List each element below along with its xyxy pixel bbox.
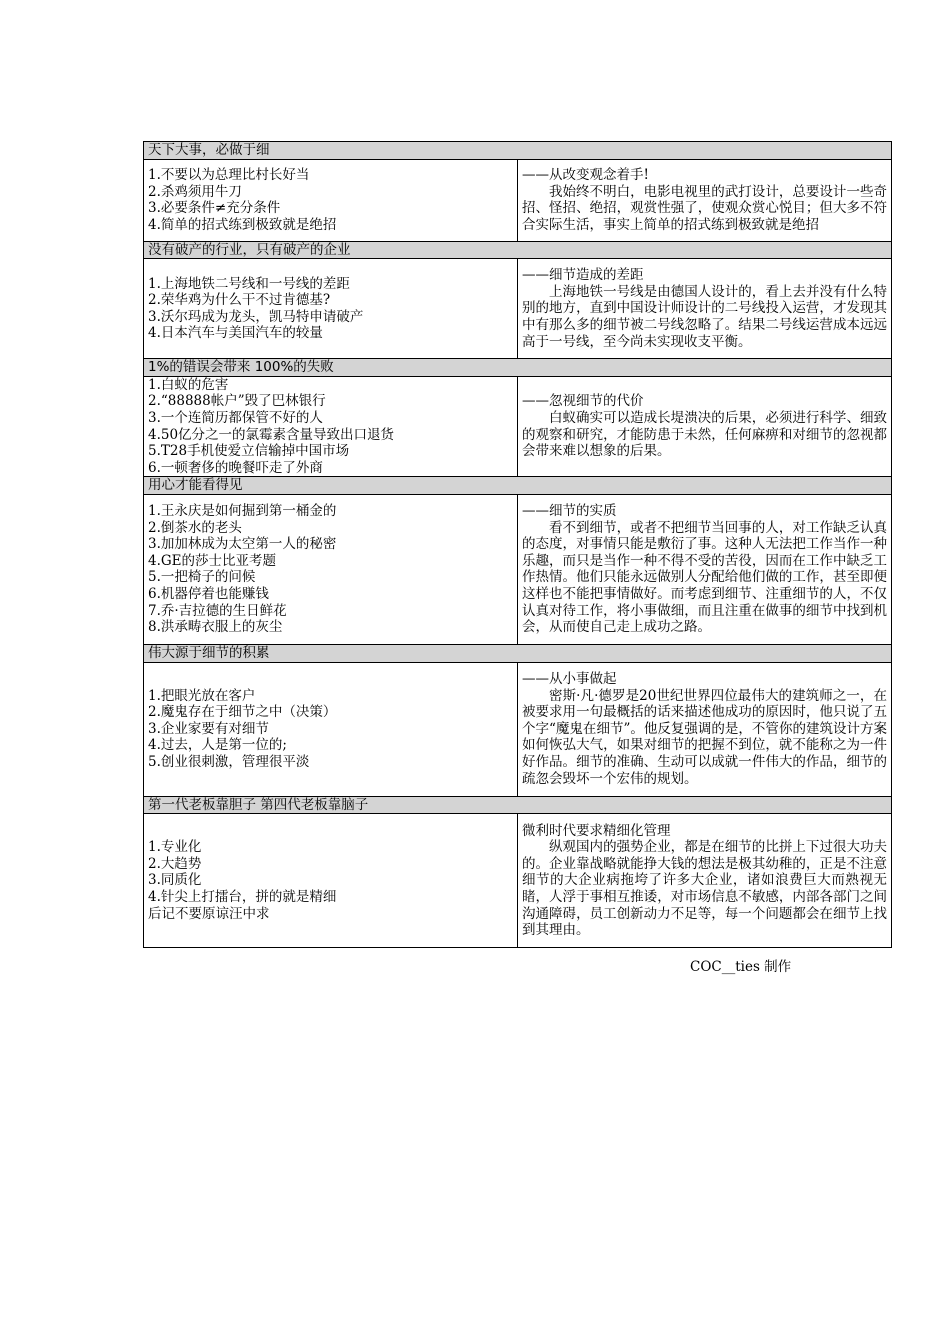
- item-list-cell: [144, 159, 518, 241]
- footer-credit: COC__ties 制作: [690, 959, 792, 975]
- list-item: 3.必要条件≠充分条件: [148, 200, 281, 217]
- description-body: 看不到细节，或者不把细节当回事的人，对工作缺乏认真的态度，对事情只能是敷衍了事。这种人无法把工作当作一种乐趣，而只是当作一种不得不受的苦役，因而在工作中缺乏工作热情。他们只能永远做别人分配给他们做的工作，甚至即便这样也不能把事情做好。而考虑到细节、注重细节的人，不仅认真对待工作，将小事做细，而且注重在做事的细节中找到机会，从而使自己走上成功之路。: [522, 519, 887, 636]
- list-item: 4.过去，人是第一位的;: [148, 737, 287, 754]
- description-subtitle: ——细节的实质: [522, 503, 617, 520]
- list-item: 3.一个连简历都保管不好的人: [148, 409, 323, 426]
- list-item: 6.机器停着也能赚钱: [148, 586, 269, 603]
- item-list-cell: [144, 494, 518, 644]
- section-title: 1%的错误会带来 100%的失败: [144, 359, 892, 377]
- list-item: 1.不要以为总理比村长好当: [148, 166, 310, 183]
- list-item: 1.白蚁的危害: [148, 376, 229, 393]
- list-item: 2.荣华鸡为什么干不过肯德基?: [148, 292, 331, 309]
- section-row: [144, 376, 892, 477]
- item-list-cell: [144, 259, 518, 359]
- list-item: 4.针尖上打擂台，拼的就是精细: [148, 888, 337, 905]
- section-header: [144, 142, 892, 160]
- description-subtitle: ——从改变观念着手!: [522, 166, 649, 183]
- section-row: [144, 814, 892, 948]
- document-table: [143, 141, 892, 948]
- description-body: 上海地铁一号线是由德国人设计的，看上去并没有什么特别的地方，直到中国设计师设计的二号线投入运营，才发现其中有那么多的细节被二号线忽略了。结果二号线运营成本远远高于一号线，至今尚未实现收支平衡。: [522, 283, 887, 350]
- item-list-cell: [144, 814, 518, 948]
- list-item: 2.杀鸡须用牛刀: [148, 183, 242, 200]
- description-subtitle: 微利时代要求精细化管理: [522, 822, 671, 839]
- list-item: 后记不要原谅汪中求: [148, 905, 270, 922]
- section-header: [144, 241, 892, 259]
- list-item: 1.王永庆是如何掘到第一桶金的: [148, 503, 337, 520]
- item-list: [148, 503, 513, 636]
- list-item: 1.把眼光放在客户: [148, 687, 256, 704]
- list-item: 2.“88888帐户”毁了巴林银行: [148, 393, 326, 410]
- list-item: 7.乔·吉拉德的生日鲜花: [148, 602, 287, 619]
- section-header: [144, 359, 892, 377]
- description-body: 纵观国内的强势企业，都是在细节的比拼上下过很大功夫的。企业靠战略就能挣大钱的想法是极其幼稚的，正是不注意细节的大企业病拖垮了许多大企业，诸如浪费巨大而熟视无睹，人浮于事相互推诿，对市场信息不敏感，内部各部门之间沟通障碍，员工创新动力不足等，每一个问题都会在细节上找到其理由。: [522, 839, 887, 939]
- description-cell: [518, 494, 892, 644]
- list-item: 2.大趋势: [148, 855, 202, 872]
- description-cell: [518, 814, 892, 948]
- list-item: 3.沃尔玛成为龙头，凯马特申请破产: [148, 308, 364, 325]
- list-item: 4.简单的招式练到极致就是绝招: [148, 216, 337, 233]
- item-list: [148, 377, 513, 477]
- list-item: 4.日本汽车与美国汽车的较量: [148, 325, 323, 342]
- description-subtitle: ——忽视细节的代价: [522, 393, 644, 410]
- section-header: [144, 644, 892, 662]
- description-cell: [518, 159, 892, 241]
- item-list: [148, 167, 513, 233]
- list-item: 3.同质化: [148, 872, 202, 889]
- list-item: 1.上海地铁二号线和一号线的差距: [148, 275, 350, 292]
- section-row: [144, 159, 892, 241]
- list-item: 2.倒茶水的老头: [148, 519, 242, 536]
- description-subtitle: ——细节造成的差距: [522, 267, 644, 284]
- list-item: 5.创业很刺激，管理很平淡: [148, 753, 310, 770]
- list-item: 4.50亿分之一的氯霉素含量导致出口退货: [148, 426, 395, 443]
- section-title: 用心才能看得见: [144, 477, 892, 495]
- item-list-cell: [144, 376, 518, 477]
- section-title: 第一代老板靠胆子 第四代老板靠脑子: [144, 796, 892, 814]
- description-subtitle: ——从小事做起: [522, 670, 617, 687]
- description-body: 密斯·凡·德罗是20世纪世界四位最伟大的建筑师之一，在被要求用一句最概括的话来描述他成功的原因时，他只说了五个字“魔鬼在细节”。他反复强调的是，不管你的建筑设计方案如何恢弘大气，如果对细节的把握不到位，就不能称之为一件好作品。细节的准确、生动可以成就一件伟大的作品，细节的疏忽会毁坏一个宏伟的规划。: [522, 687, 887, 787]
- description-cell: [518, 662, 892, 796]
- section-header: [144, 796, 892, 814]
- section-title: 没有破产的行业，只有破产的企业: [144, 241, 892, 259]
- list-item: 3.加加林成为太空第一人的秘密: [148, 536, 337, 553]
- section-row: [144, 259, 892, 359]
- item-list: [148, 839, 513, 922]
- list-item: 3.企业家要有对细节: [148, 720, 269, 737]
- section-header: [144, 477, 892, 495]
- list-item: 6.一顿奢侈的晚餐吓走了外商: [148, 459, 323, 476]
- list-item: 1.专业化: [148, 839, 202, 856]
- section-title: 伟大源于细节的积累: [144, 644, 892, 662]
- item-list-cell: [144, 662, 518, 796]
- item-list: [148, 688, 513, 771]
- list-item: 5.T28手机使爱立信输掉中国市场: [148, 443, 350, 460]
- description-cell: [518, 376, 892, 477]
- section-title: 天下大事，必做于细: [144, 142, 892, 160]
- section-row: [144, 494, 892, 644]
- list-item: 4.GE的莎士比亚考题: [148, 552, 277, 569]
- list-item: 2.魔鬼存在于细节之中（决策）: [148, 704, 337, 721]
- description-body: 我始终不明白，电影电视里的武打设计，总要设计一些奇招、怪招、绝招，观赏性强了，使观众赏心悦目；但大多不符合实际生活，事实上简单的招式练到极致就是绝招: [522, 183, 887, 233]
- description-body: 白蚁确实可以造成长堤溃决的后果，必须进行科学、细致的观察和研究，才能防患于未然，任何麻痹和对细节的忽视都会带来难以想象的后果。: [522, 409, 887, 460]
- section-row: [144, 662, 892, 796]
- item-list: [148, 276, 513, 342]
- list-item: 8.洪承畴衣服上的灰尘: [148, 619, 283, 636]
- description-cell: [518, 259, 892, 359]
- list-item: 5.一把椅子的问候: [148, 569, 256, 586]
